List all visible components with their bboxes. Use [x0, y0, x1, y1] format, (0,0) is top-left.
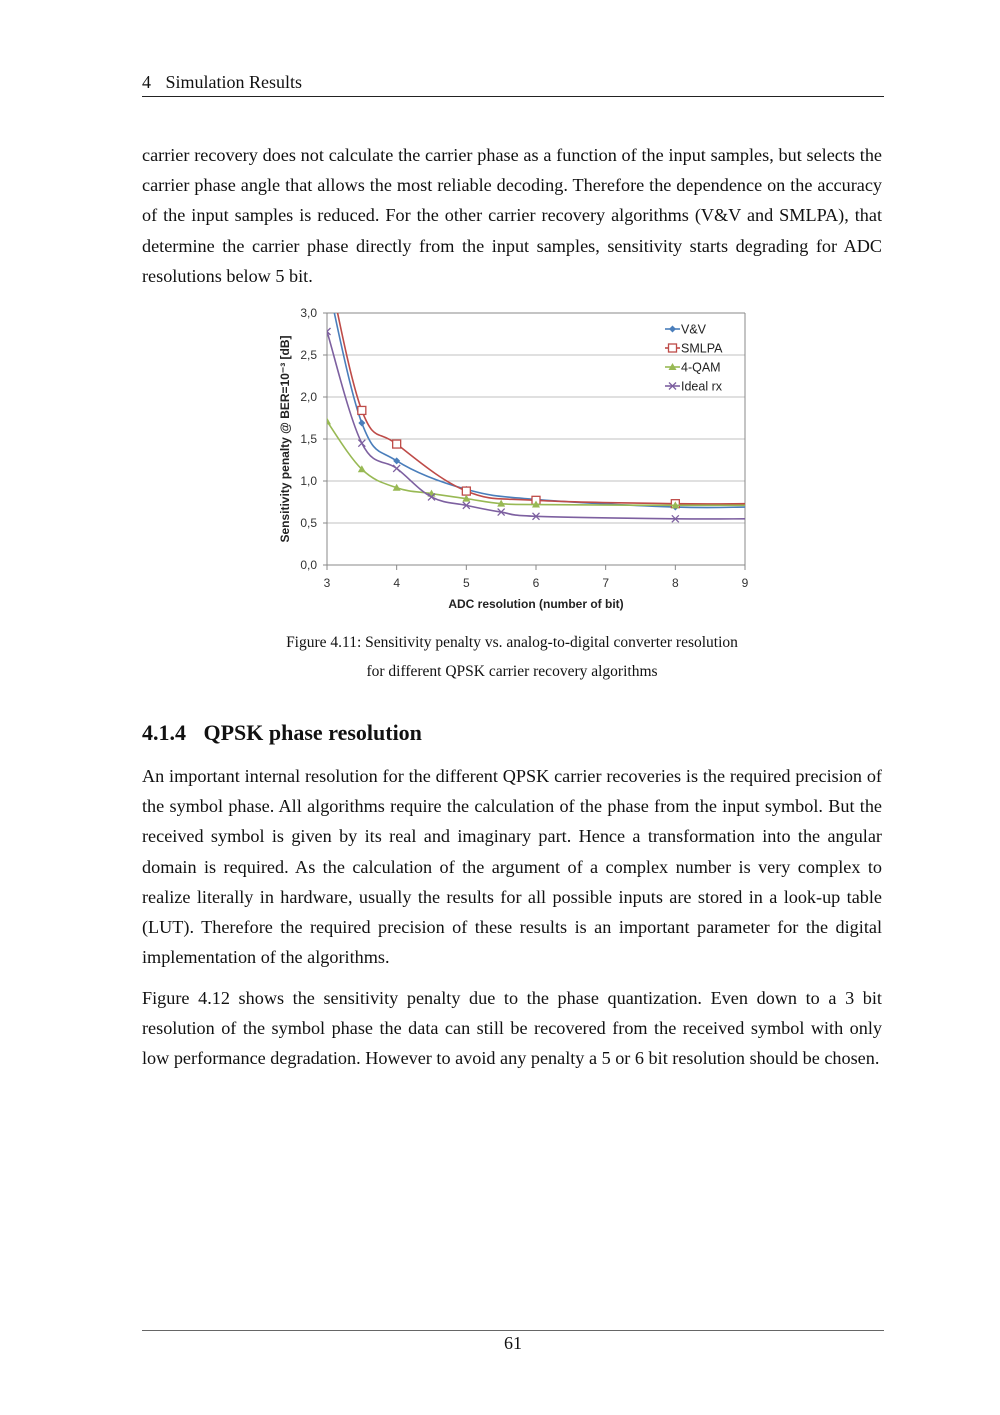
footer-rule — [142, 1330, 884, 1331]
y-tick-label: 0,5 — [300, 516, 317, 530]
legend-item-label: Ideal rx — [681, 379, 722, 394]
x-tick-label: 4 — [393, 576, 401, 590]
page-number: 61 — [504, 1333, 522, 1353]
legend-item-label: 4-QAM — [681, 360, 721, 375]
x-tick-label: 6 — [532, 576, 540, 590]
header-rule — [142, 96, 884, 97]
y-tick-label: 1,5 — [300, 432, 317, 446]
x-axis-label: ADC resolution (number of bit) — [448, 597, 624, 611]
caption-line-1: Figure 4.11: Sensitivity penalty vs. analog-to-digital converter resolution — [286, 634, 738, 651]
line-chart — [270, 302, 770, 622]
chapter-number: 4 — [142, 72, 151, 92]
x-tick-label: 5 — [462, 576, 470, 590]
paragraph-carrier-recovery: carrier recovery does not calculate the carrier phase as a function of the input samples, but selects the carrier phase angle that allows the most reliable decoding. Therefore the dependence on the accuracy of the input samples is reduced. For the other carrier recovery algorithms (V&V and SMLPA), that determine the carrier phase directly from the input samples, sensitivity starts degrading for ADC resolutions below 5 bit. — [142, 145, 882, 286]
x-tick-label: 8 — [671, 576, 679, 590]
y-tick-label: 3,0 — [300, 306, 317, 320]
section-number: 4.1.4 — [142, 720, 186, 745]
caption-line-2: for different QPSK carrier recovery algorithms — [366, 663, 658, 680]
y-tick-label: 1,0 — [300, 474, 317, 488]
section-heading — [142, 720, 422, 746]
y-axis-label: Sensitivity penalty @ BER=10⁻³ [dB] — [278, 335, 292, 543]
running-header — [142, 72, 884, 93]
legend-item-label: V&V — [681, 322, 707, 337]
x-tick-label: 7 — [602, 576, 610, 590]
x-tick-label: 3 — [323, 576, 331, 590]
figure-4-11-chart — [270, 302, 770, 622]
paragraph-phase-resolution: An important internal resolution for the different QPSK carrier recoveries is the required precision of the symbol phase. All algorithms require the calculation of the phase from the input symbol. But the received symbol is given by its real and imaginary part. Hence a transformation into the angular domain is required. As the calculation of the argument of a complex number is very complex to realize literally in hardware, usually the results for all possible inputs are stored in a look-up table (LUT). Therefore the required precision of these results is an important parameter for the digital implementation of the algorithms. — [142, 766, 882, 968]
y-tick-label: 2,5 — [300, 348, 317, 362]
legend-item-label: SMLPA — [681, 341, 723, 356]
x-tick-label: 9 — [741, 576, 749, 590]
section-title: QPSK phase resolution — [203, 720, 422, 745]
y-tick-label: 2,0 — [300, 390, 317, 404]
figure-caption — [200, 628, 824, 686]
series-ideal-rx — [324, 328, 746, 522]
chart-legend — [665, 323, 723, 394]
y-tick-label: 0,0 — [300, 558, 317, 572]
paragraph-figure-4-12: Figure 4.12 shows the sensitivity penalty due to the phase quantization. Even down to a 3 bit resolution of the symbol phase the data can still be recovered from the received symbol with only low performance degradation. However to avoid any penalty a 5 or 6 bit resolution should be chosen. — [142, 988, 882, 1069]
chapter-title: Simulation Results — [165, 72, 303, 92]
